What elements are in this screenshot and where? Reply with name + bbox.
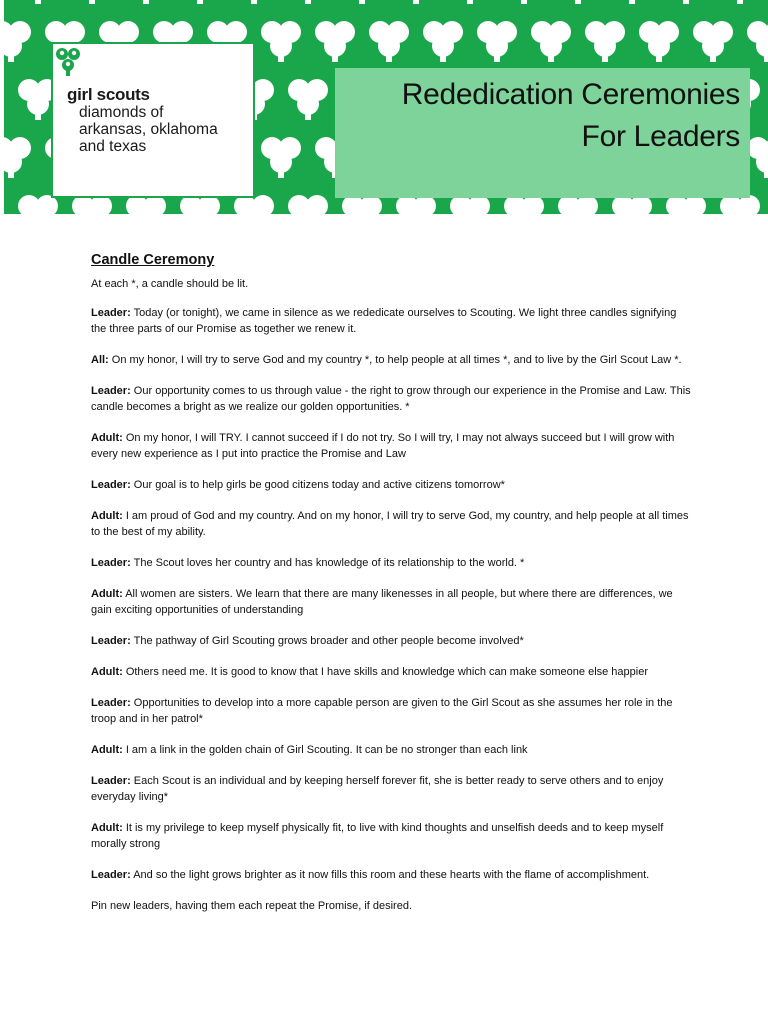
- speaker-label: Adult:: [91, 432, 123, 444]
- paragraph-text: I am proud of God and my country. And on my honor, I will try to serve God, my country, and help people at all times to the best of my ability.: [91, 510, 689, 538]
- dialogue-paragraph: [91, 305, 691, 337]
- paragraph-text: Opportunities to develop into a more capable person are given to the Girl Scout as she assumes her role in the troop and in her patrol*: [91, 697, 673, 725]
- trefoil-shape: [531, 21, 571, 62]
- trefoil-shape: [639, 21, 679, 62]
- dialogue-paragraph: [91, 695, 691, 727]
- page-title-line-2: For Leaders: [581, 120, 740, 153]
- speaker-label: Leader:: [91, 479, 131, 491]
- dialogue-paragraph: [91, 383, 691, 415]
- title-panel: [335, 68, 750, 198]
- trefoil-shape: [72, 0, 112, 4]
- trefoil-shape: [234, 0, 274, 4]
- speaker-label: Adult:: [91, 666, 123, 678]
- closing-text: Pin new leaders, having them each repeat the Promise, if desired.: [91, 900, 413, 912]
- dialogue-paragraph: [91, 586, 691, 618]
- speaker-label: Leader:: [91, 869, 131, 881]
- intro-text: At each *, a candle should be lit.: [91, 278, 249, 290]
- trefoil-shape: [4, 137, 31, 178]
- speaker-label: Adult:: [91, 822, 123, 834]
- paragraph-text: The pathway of Girl Scouting grows broader and other people become involved*: [130, 635, 524, 647]
- paragraph-text: On my honor, I will try to serve God and my country *, to help people at all times *, and to live by the Girl Scout Law *.: [108, 354, 682, 366]
- paragraph-text: On my honor, I will TRY. I cannot succeed if I do not try. So I will try, I may not always succeed but I will grow with every new experience as I put into practice the Promise and Law: [91, 432, 675, 460]
- speaker-label: Leader:: [91, 697, 131, 709]
- logo-brand: girl scouts: [67, 85, 150, 104]
- logo-council-line: and texas: [79, 138, 147, 155]
- dialogue-paragraph: [91, 508, 691, 540]
- speaker-label: Adult:: [91, 744, 123, 756]
- paragraph-text: Our goal is to help girls be good citizens today and active citizens tomorrow*: [130, 479, 505, 491]
- trefoil-shape: [288, 0, 328, 4]
- dialogue-paragraph: [91, 820, 691, 852]
- dialogue-paragraph: [91, 477, 691, 493]
- trefoil-shape: [612, 0, 652, 4]
- dialogue-paragraph: [91, 867, 691, 883]
- paragraph-list: [91, 305, 691, 883]
- trefoil-shape: [666, 0, 706, 4]
- speaker-label: Leader:: [91, 635, 131, 647]
- speaker-label: Leader:: [91, 775, 131, 787]
- paragraph-text: Today (or tonight), we came in silence as we rededicate ourselves to Scouting. We light three candles signifying the three parts of our Promise as together we renew it.: [91, 307, 677, 335]
- logo: [51, 42, 255, 198]
- trefoil-shape: [18, 0, 58, 4]
- trefoil-shape: [450, 0, 490, 4]
- paragraph-text: All women are sisters. We learn that there are many likenesses in all people, but where there are differences, we gain exciting opportunities of understanding: [91, 588, 673, 616]
- trefoil-shape: [180, 0, 220, 4]
- dialogue-paragraph: [91, 555, 691, 571]
- speaker-label: Leader:: [91, 307, 131, 319]
- speaker-label: Adult:: [91, 510, 123, 522]
- logo-council-line: diamonds of: [79, 104, 164, 121]
- trefoil-shape: [288, 79, 328, 120]
- trefoil-shape: [504, 0, 544, 4]
- trefoil-shape: [315, 21, 355, 62]
- trefoil-shape: [558, 0, 598, 4]
- trefoil-shape: [4, 21, 31, 62]
- paragraph-text: Each Scout is an individual and by keeping herself forever fit, she is better ready to serve others and to enjoy everyday living*: [91, 775, 664, 803]
- trefoil-shape: [126, 0, 166, 4]
- paragraph-text: Our opportunity comes to us through value - the right to grow through our experience in the Promise and Law. This candle becomes a bright as we realize our golden opportunities. *: [91, 385, 691, 413]
- trefoil-shape: [720, 0, 760, 4]
- dialogue-paragraph: [91, 430, 691, 462]
- trefoil-shape: [693, 21, 733, 62]
- header-banner: [4, 0, 768, 214]
- trefoil-shape: [342, 0, 382, 4]
- dialogue-paragraph: [91, 352, 691, 368]
- section-heading: Candle Ceremony: [91, 252, 215, 268]
- trefoil-shape: [477, 21, 517, 62]
- dialogue-paragraph: [91, 633, 691, 649]
- dialogue-paragraph: [91, 664, 691, 680]
- page-title-line-1: Rededication Ceremonies: [401, 78, 740, 111]
- paragraph-text: And so the light grows brighter as it now fills this room and these hearts with the flame of accomplishment.: [130, 869, 650, 881]
- trefoil-logo-icon: [53, 44, 83, 78]
- trefoil-shape: [585, 21, 625, 62]
- trefoil-shape: [396, 0, 436, 4]
- speaker-label: Adult:: [91, 588, 123, 600]
- speaker-label: All:: [91, 354, 109, 366]
- trefoil-shape: [288, 195, 328, 214]
- paragraph-text: I am a link in the golden chain of Girl Scouting. It can be no stronger than each link: [122, 744, 528, 756]
- speaker-label: Leader:: [91, 557, 131, 569]
- trefoil-shape: [747, 21, 768, 62]
- document-body: [91, 250, 691, 929]
- paragraph-text: The Scout loves her country and has knowledge of its relationship to the world. *: [130, 557, 525, 569]
- dialogue-paragraph: [91, 742, 691, 758]
- trefoil-shape: [261, 21, 301, 62]
- trefoil-shape: [423, 21, 463, 62]
- logo-council-line: arkansas, oklahoma: [79, 121, 218, 138]
- dialogue-paragraph: [91, 773, 691, 805]
- paragraph-text: Others need me. It is good to know that I have skills and knowledge which can make someone else happier: [122, 666, 649, 678]
- speaker-label: Leader:: [91, 385, 131, 397]
- trefoil-shape: [369, 21, 409, 62]
- paragraph-text: It is my privilege to keep myself physically fit, to live with kind thoughts and unselfish deeds and to keep myself morally strong: [91, 822, 664, 850]
- trefoil-shape: [261, 137, 301, 178]
- trefoil-shape: [747, 137, 768, 178]
